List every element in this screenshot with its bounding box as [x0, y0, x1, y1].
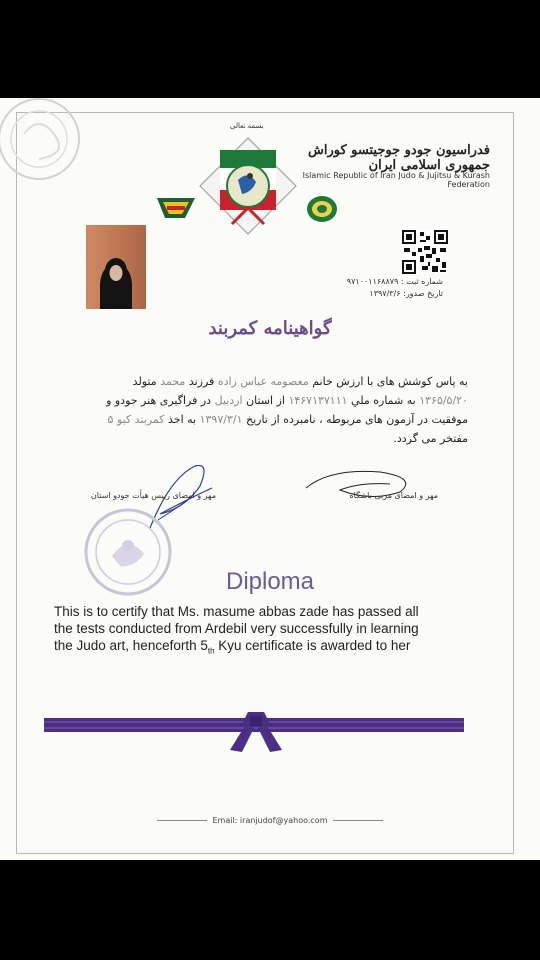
diploma-line-2: the tests conducted from Ardebil very successfully in learning [54, 621, 419, 636]
federation-emblem [198, 136, 298, 236]
diploma-line-3 [54, 637, 484, 660]
belt-knot-icon [226, 710, 286, 754]
body-text: متولد [132, 375, 157, 388]
holder-name-fa: معصومه عباس زاده [217, 375, 309, 388]
national-id: ۱۴۶۷۱۳۷۱۱۱ [288, 394, 348, 407]
body-text: به اخذ [168, 413, 197, 426]
birth-date: ۱۳۶۵/۵/۲۰ [419, 394, 468, 407]
certificate-body-fa [55, 372, 468, 448]
body-line-2 [55, 391, 468, 410]
father-name-fa: محمد [160, 375, 186, 388]
body-line-3 [55, 410, 468, 429]
left-signature-label: مهر و امضای رییس هیأت جودو استان [90, 491, 216, 500]
judo-badge-icon [155, 194, 197, 220]
bismillah-text: بسمه تعالی [230, 122, 264, 130]
body-text: موفقیت در آزمون های مربوطه ، نامبرده از تاریخ [245, 413, 468, 426]
federation-name-en: Islamic Republic of Iran Judo & Jujitsu & Kurash Federation [302, 171, 490, 189]
holder-photo [86, 225, 146, 309]
belt-grade: کمربند کیو ۵ [107, 413, 165, 426]
diploma-text: the Judo art, henceforth 5 [54, 638, 208, 653]
federation-email: Email: iranjudof@yahoo.com [140, 816, 400, 825]
ordinal-suffix: th [207, 646, 215, 656]
diploma-body-en [54, 603, 484, 660]
province-name: اردبیل [214, 394, 243, 407]
body-text: به شماره ملي [351, 394, 416, 407]
body-line-4: مفتخر می گردد. [393, 432, 468, 445]
right-signature-label: مهر و امضای مربی باشگاه [349, 491, 438, 500]
body-text: به پاس کوشش های با ارزش خانم [312, 375, 468, 388]
body-text: از استان [246, 394, 285, 407]
issue-date: تاریخ صدور: ۱۳۹۷/۳/۶ [369, 289, 443, 298]
faint-seal-watermark [0, 98, 84, 184]
diploma-title: Diploma [225, 568, 315, 595]
diploma-line-1: This is to certify that Ms. masume abbas zade has passed all [54, 604, 419, 619]
qr-code [402, 230, 448, 274]
certificate-title-fa: گواهینامه کمربند [208, 318, 332, 339]
body-text: در فراگیری هنر جودو و [106, 394, 212, 407]
kurash-badge-icon [305, 194, 339, 224]
federation-name-fa: فدراسیون جودو جوجیتسو کوراش جمهوری اسلامی ایران [307, 143, 490, 173]
body-line-1 [55, 372, 468, 391]
diploma-text: Kyu certificate is awarded to her [214, 638, 411, 653]
body-text: فرزند [188, 375, 215, 388]
award-date: ۱۳۹۷/۳/۱ [199, 413, 243, 426]
registration-number: شماره ثبت : ۹۷۱۰۰۱۱۶۸۸۷۹ [346, 277, 443, 286]
right-signature [300, 466, 420, 506]
certificate-sheet [0, 98, 540, 860]
